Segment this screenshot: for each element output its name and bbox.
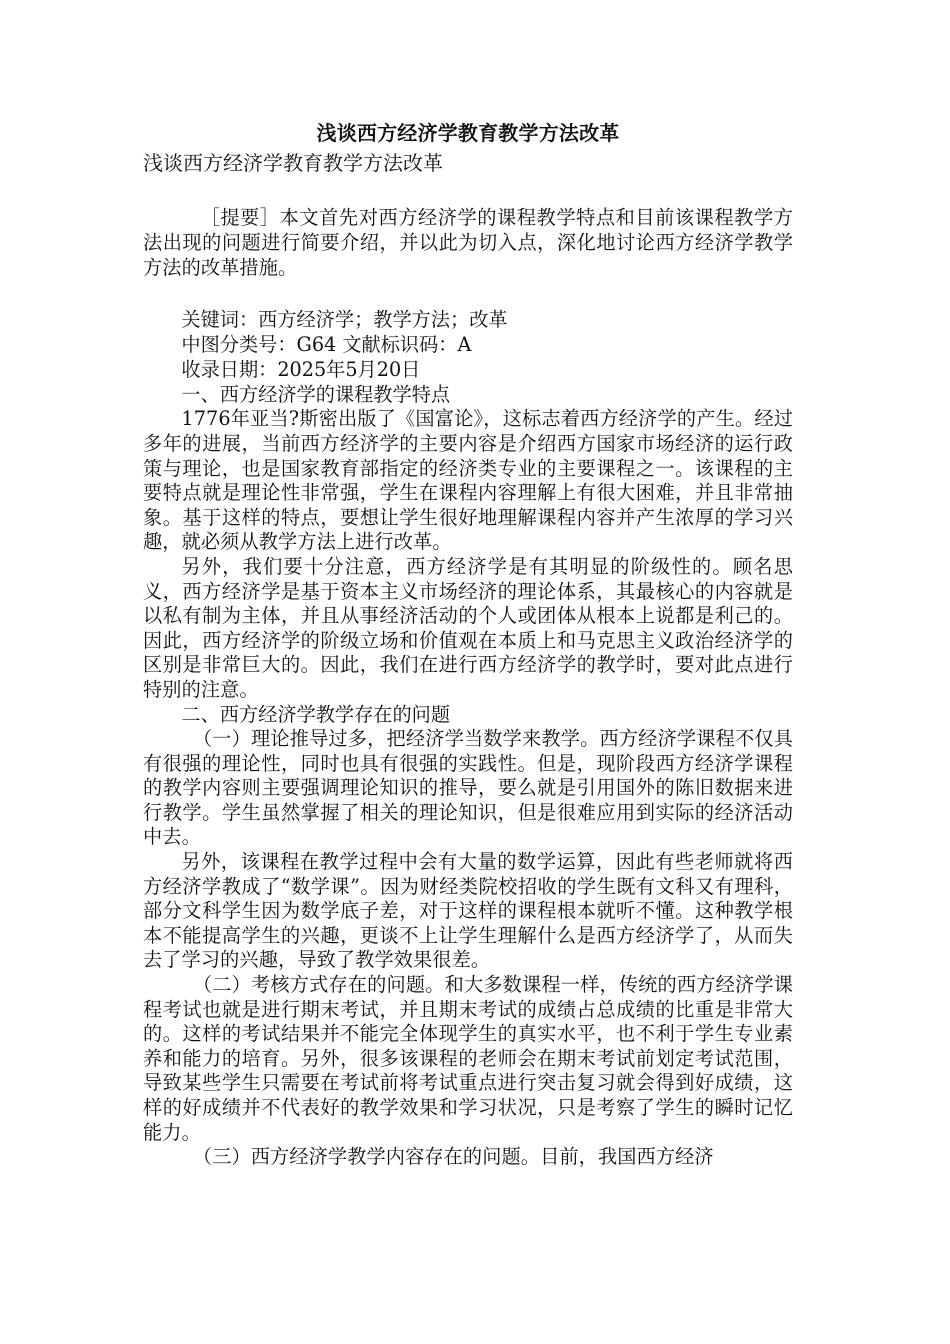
article-body [143,118,793,1170]
article-title: 浅谈西方经济学教育教学方法改革 [316,121,620,145]
section-2-heading: 二、西方经济学教学存在的问题 [181,702,451,726]
section-2-item-1: （一）理论推导过多，把经济学当数学来教学。西方经济学课程不仅具有很强的理论性，同时也具有很强的实践性。但是，现阶段西方经济学课程的教学内容则主要强调理论知识的推导，要么就是引用国外的陈旧数据来进行教学。学生虽然掌握了相关的理论知识，但是很难应用到实际的经济活动中去。 [143,727,793,849]
spacer [143,280,793,308]
section-2-item-1-paragraph-2: 另外，该课程在教学过程中会有大量的数学运算，因此有些老师就将西方经济学教成了“数学课”。因为财经类院校招收的学生既有文科又有理科，部分文科学生因为数学底子差，对于这样的课程根本就听不懂。这种教学根本不能提高学生的兴趣，更谈不上让学生理解什么是西方经济学了，从而失去了学习的兴趣，导致了教学效果很差。 [143,850,793,972]
article-subtitle: 浅谈西方经济学教育教学方法改革 [143,151,443,175]
section-1-paragraph-2: 另外，我们要十分注意，西方经济学是有其明显的阶级性的。顾名思义，西方经济学是基于资本主义市场经济的理论体系，其最核心的内容就是以私有制为主体，并且从事经济活动的个人或团体从根本上说都是利己的。因此，西方经济学的阶级立场和价值观在本质上和马克思主义政治经济学的区别是非常巨大的。因此，我们在进行西方经济学的教学时，要对此点进行特别的注意。 [143,554,793,701]
keywords-line: 关键词：西方经济学；教学方法；改革 [181,308,508,332]
section-2-item-3: （三）西方经济学教学内容存在的问题。目前，我国西方经济 [192,1145,714,1169]
classification-line: 中图分类号：G64 文献标识码：A [181,333,472,357]
section-1-heading: 一、西方经济学的课程教学特点 [181,382,451,406]
received-date-line: 收录日期：2025年5月20日 [181,357,421,381]
spacer [143,178,793,206]
abstract-paragraph: ［提要］本文首先对西方经济学的课程教学特点和目前该课程教学方法出现的问题进行简要介绍，并以此为切入点，深化地讨论西方经济学教学方法的改革措施。 [143,206,793,279]
section-2-item-2: （二）考核方式存在的问题。和大多数课程一样，传统的西方经济学课程考试也就是进行期末考试，并且期末考试的成绩占总成绩的比重是非常大的。这样的考试结果并不能完全体现学生的真实水平，也不利于学生专业素养和能力的培育。另外，很多该课程的老师会在期末考试前划定考试范围，导致某些学生只需要在考试前将考试重点进行突击复习就会得到好成绩，这样的好成绩并不代表好的教学效果和学习状况，只是考察了学生的瞬时记忆能力。 [143,973,793,1144]
section-1-paragraph-1: 1776年亚当?斯密出版了《国富论》，这标志着西方经济学的产生。经过多年的进展，当前西方经济学的主要内容是介绍西方国家市场经济的运行政策与理论，也是国家教育部指定的经济类专业的主要课程之一。该课程的主要特点就是理论性非常强，学生在课程内容理解上有很大困难，并且非常抽象。基于这样的特点，要想让学生很好地理解课程内容并产生浓厚的学习兴趣，就必须从教学方法上进行改革。 [143,407,793,554]
